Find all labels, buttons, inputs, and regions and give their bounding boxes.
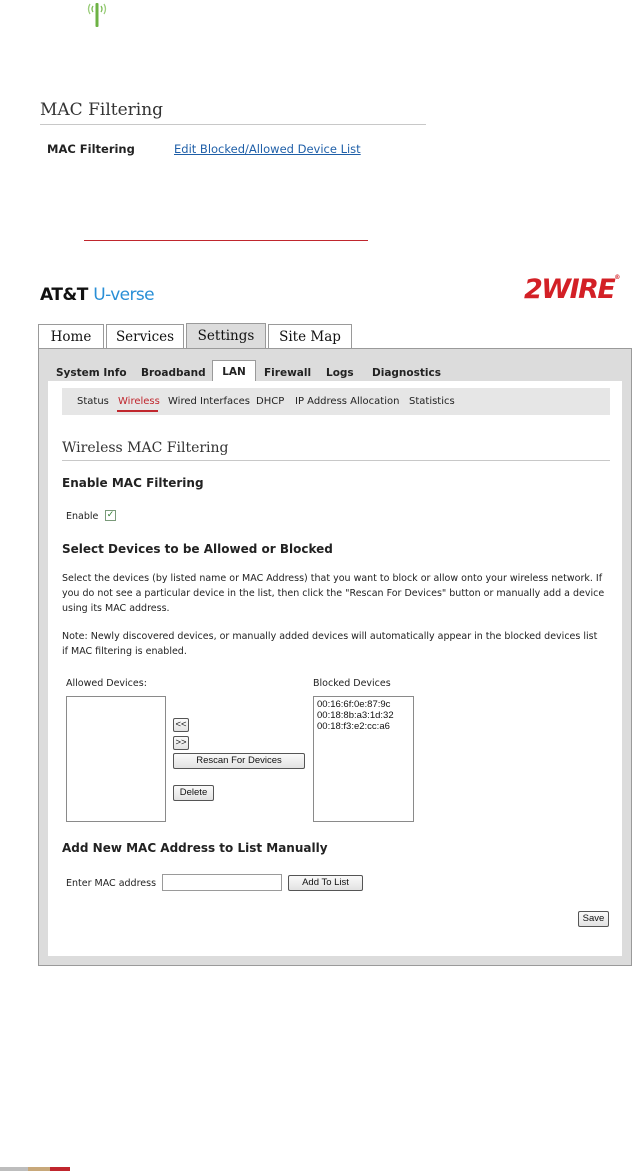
lantab-statistics[interactable]: Statistics	[409, 396, 455, 407]
mac-filtering-label: MAC Filtering	[47, 142, 135, 156]
red-divider	[84, 240, 368, 241]
allowed-devices-label: Allowed Devices:	[66, 678, 147, 689]
delete-button[interactable]: Delete	[173, 785, 214, 801]
note-text: Note: Newly discovered devices, or manually added devices will automatically appear in the blocked devices list if MAC filtering is enabled.	[62, 631, 598, 657]
edit-device-list-link[interactable]: Edit Blocked/Allowed Device List	[174, 142, 361, 156]
subtab-logs[interactable]: Logs	[326, 367, 354, 379]
move-to-allowed-button[interactable]: <<	[173, 718, 189, 732]
lantab-wireless[interactable]: Wireless	[118, 396, 160, 407]
mac-address-input[interactable]	[162, 874, 282, 891]
footer-stripe-tan	[28, 1167, 50, 1171]
doc-title: MAC Filtering	[40, 100, 164, 120]
list-item[interactable]: 00:18:8b:a3:1d:32	[317, 710, 394, 721]
subtab-lan[interactable]: LAN	[212, 360, 256, 382]
subtab-firewall[interactable]: Firewall	[264, 367, 312, 379]
att-uverse-logo: AT&T U-verse	[40, 285, 155, 305]
lantab-status[interactable]: Status	[77, 396, 109, 407]
title-divider	[62, 460, 610, 461]
tab-home[interactable]: Home	[38, 324, 104, 348]
add-mac-heading: Add New MAC Address to List Manually	[62, 841, 328, 855]
allowed-devices-list[interactable]	[66, 696, 166, 822]
enable-label: Enable	[66, 511, 99, 522]
add-to-list-button[interactable]: Add To List	[288, 875, 363, 891]
rescan-button[interactable]: Rescan For Devices	[173, 753, 305, 769]
lantab-wired-interfaces[interactable]: Wired Interfaces	[168, 396, 250, 407]
footer-stripe-red	[50, 1167, 70, 1171]
active-tab-underline	[117, 410, 158, 412]
list-item[interactable]: 00:16:6f:0e:87:9c	[317, 699, 391, 710]
content-area	[48, 381, 622, 956]
2wire-logo: 2WIRE®	[524, 274, 619, 305]
enable-checkbox[interactable]	[105, 510, 116, 521]
subtab-diagnostics[interactable]: Diagnostics	[372, 367, 441, 379]
lantab-ip-address-allocation[interactable]: IP Address Allocation	[295, 396, 400, 407]
footer-stripe-gray	[0, 1167, 28, 1171]
move-to-blocked-button[interactable]: >>	[173, 736, 189, 750]
lantab-dhcp[interactable]: DHCP	[256, 396, 285, 407]
select-devices-heading: Select Devices to be Allowed or Blocked	[62, 542, 333, 556]
enable-heading: Enable MAC Filtering	[62, 476, 204, 490]
select-devices-description: Select the devices (by listed name or MAC Address) that you want to block or allow onto your wireless network. If you do not see a particular device in the list, then click the "Rescan For Devices" button or manually add a device using its MAC address.	[62, 573, 605, 614]
blocked-devices-label: Blocked Devices	[313, 678, 391, 689]
subtab-system-info[interactable]: System Info	[56, 367, 127, 379]
tab-services[interactable]: Services	[106, 324, 184, 348]
checkmark-icon: ✓	[106, 510, 115, 520]
blocked-devices-list[interactable]	[313, 696, 414, 822]
mac-address-label: Enter MAC address	[66, 878, 157, 889]
save-button[interactable]: Save	[578, 911, 609, 927]
tab-site-map[interactable]: Site Map	[268, 324, 352, 348]
doc-divider	[40, 124, 426, 125]
antenna-icon	[86, 0, 108, 28]
tab-settings[interactable]: Settings	[186, 323, 266, 349]
list-item[interactable]: 00:18:f3:e2:cc:a6	[317, 721, 390, 732]
subtab-broadband[interactable]: Broadband	[141, 367, 206, 379]
page-title: Wireless MAC Filtering	[62, 440, 229, 456]
